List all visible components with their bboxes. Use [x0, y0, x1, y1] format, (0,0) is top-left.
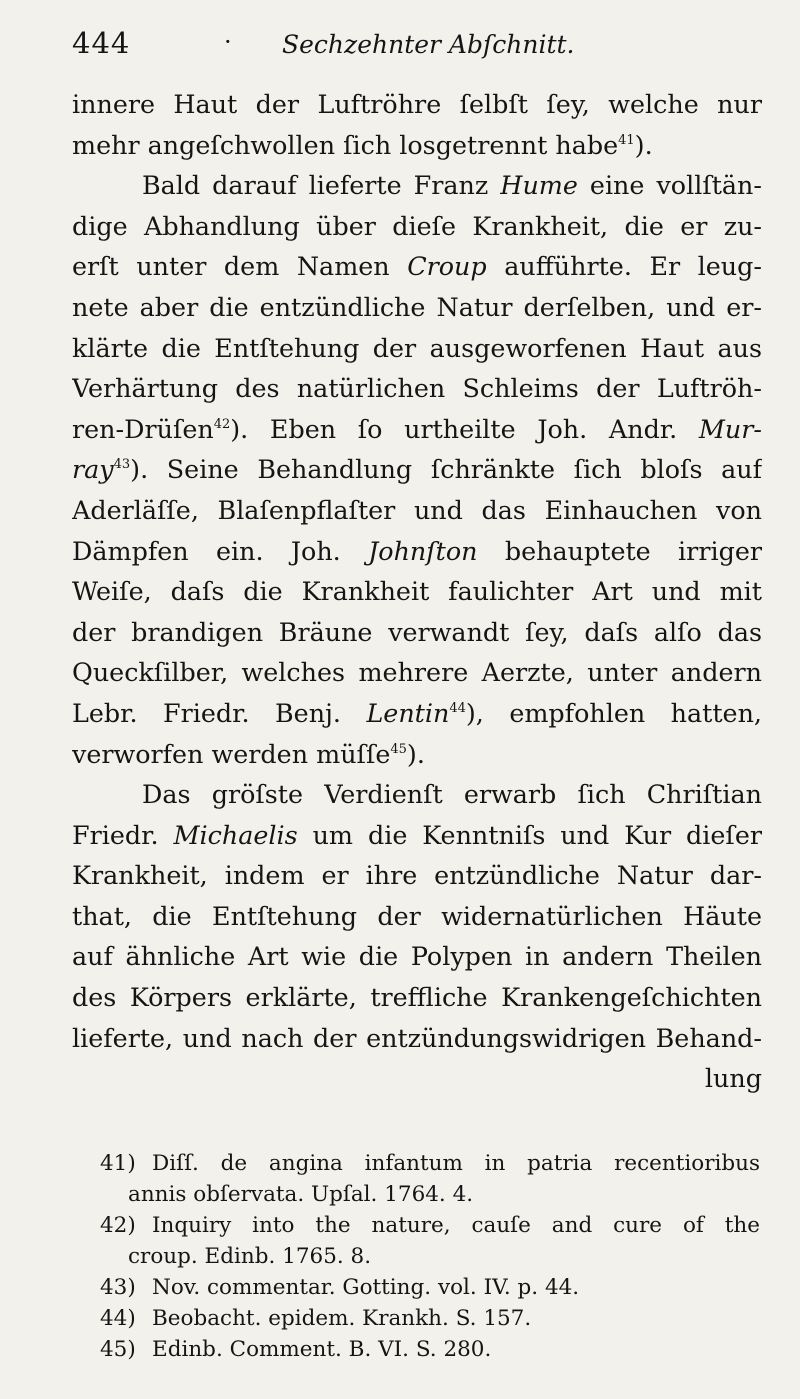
footnote-ref: 42	[213, 416, 231, 432]
text-line: Aderläſſe, Blaſenpflaſter und das Einhauchen von	[72, 494, 762, 525]
footnote-continuation: croup. Edinb. 1765. 8.	[128, 1244, 372, 1269]
text-line: ren-Drüſen$^{42}$). Eben ſo urtheilte Joh. Andr. Mur-	[72, 413, 762, 444]
footnote-continuation: annis obſervata. Upſal. 1764. 4.	[128, 1182, 474, 1207]
footnote: 44) Beobacht. epidem. Krankh. S. 157.	[100, 1306, 532, 1331]
text-line: that, die Entſtehung der widernatürlichen Häute	[72, 900, 762, 931]
text-line: auf ähnliche Art wie die Polypen in andern Theilen	[72, 941, 762, 972]
text-line: Queckſilber, welches mehrere Aerzte, unter andern	[72, 657, 762, 688]
text-line: erſt unter dem Namen Croup aufführte. Er leug-	[72, 251, 762, 282]
text-line: Dämpfen ein. Joh. Johnſton behauptete irriger	[72, 535, 762, 566]
body-text	[72, 84, 762, 1099]
footnotes	[100, 1148, 760, 1365]
footnote: 45) Edinb. Comment. B. VI. S. 280.	[100, 1337, 492, 1362]
header-separator: ·	[224, 28, 232, 56]
catchword: lung	[704, 1063, 762, 1094]
text-line: innere Haut der Luftröhre ſelbſt ſey, welche nur	[72, 89, 762, 119]
text-line: Friedr. Michaelis um die Kenntniſs und Kur dieſer	[72, 819, 762, 850]
text-line: klärte die Entſtehung der ausgeworfenen Haut aus	[72, 332, 762, 363]
page-header	[72, 26, 762, 66]
footnote: 42) Inquiry into the nature, cauſe and cure of the	[100, 1213, 760, 1238]
text-line: Weiſe, daſs die Krankheit faulichter Art und mit	[72, 576, 762, 607]
text-line: mehr angeſchwollen ſich losgetrennt habe$^{41}$).	[72, 129, 653, 160]
text-line: des Körpers erklärte, treffliche Krankengeſchichten	[72, 982, 762, 1013]
running-head: Sechzehnter Abſchnitt.	[282, 30, 575, 59]
footnote-ref: 41	[618, 132, 635, 148]
text-line: Lebr. Friedr. Benj. Lentin$^{44}$), empfohlen hatten,	[72, 697, 762, 728]
footnote: 41) Diſſ. de angina infantum in patria recentioribus	[100, 1151, 760, 1176]
text-line: ray$^{43}$). Seine Behandlung ſchränkte ſich bloſs auf	[72, 454, 762, 485]
text-line: Das gröſste Verdienſt erwarb ſich Chriſtian	[142, 779, 762, 810]
footnote-ref: 43	[113, 457, 131, 473]
footnote-ref: 45	[390, 741, 407, 757]
text-line: verworfen werden müſſe$^{45}$).	[72, 738, 425, 769]
text-line: nete aber die entzündliche Natur derſelben, und er-	[72, 291, 762, 322]
text-line: Verhärtung des natürlichen Schleims der Luftröh-	[72, 373, 762, 404]
text-line: der brandigen Bräune verwandt ſey, daſs alſo das	[72, 616, 762, 647]
text-line: Krankheit, indem er ihre entzündliche Natur dar-	[72, 860, 762, 891]
footnote: 43) Nov. commentar. Gotting. vol. IV. p. 44.	[100, 1275, 580, 1300]
text-line: dige Abhandlung über dieſe Krankheit, die er zu-	[72, 210, 762, 241]
footnote-ref: 44	[449, 700, 466, 716]
page-number: 444	[72, 26, 131, 60]
text-line: Bald darauf lieferte Franz Hume eine vollſtän-	[142, 170, 762, 201]
text-line: lieferte, und nach der entzündungswidrigen Behand-	[72, 1022, 762, 1053]
